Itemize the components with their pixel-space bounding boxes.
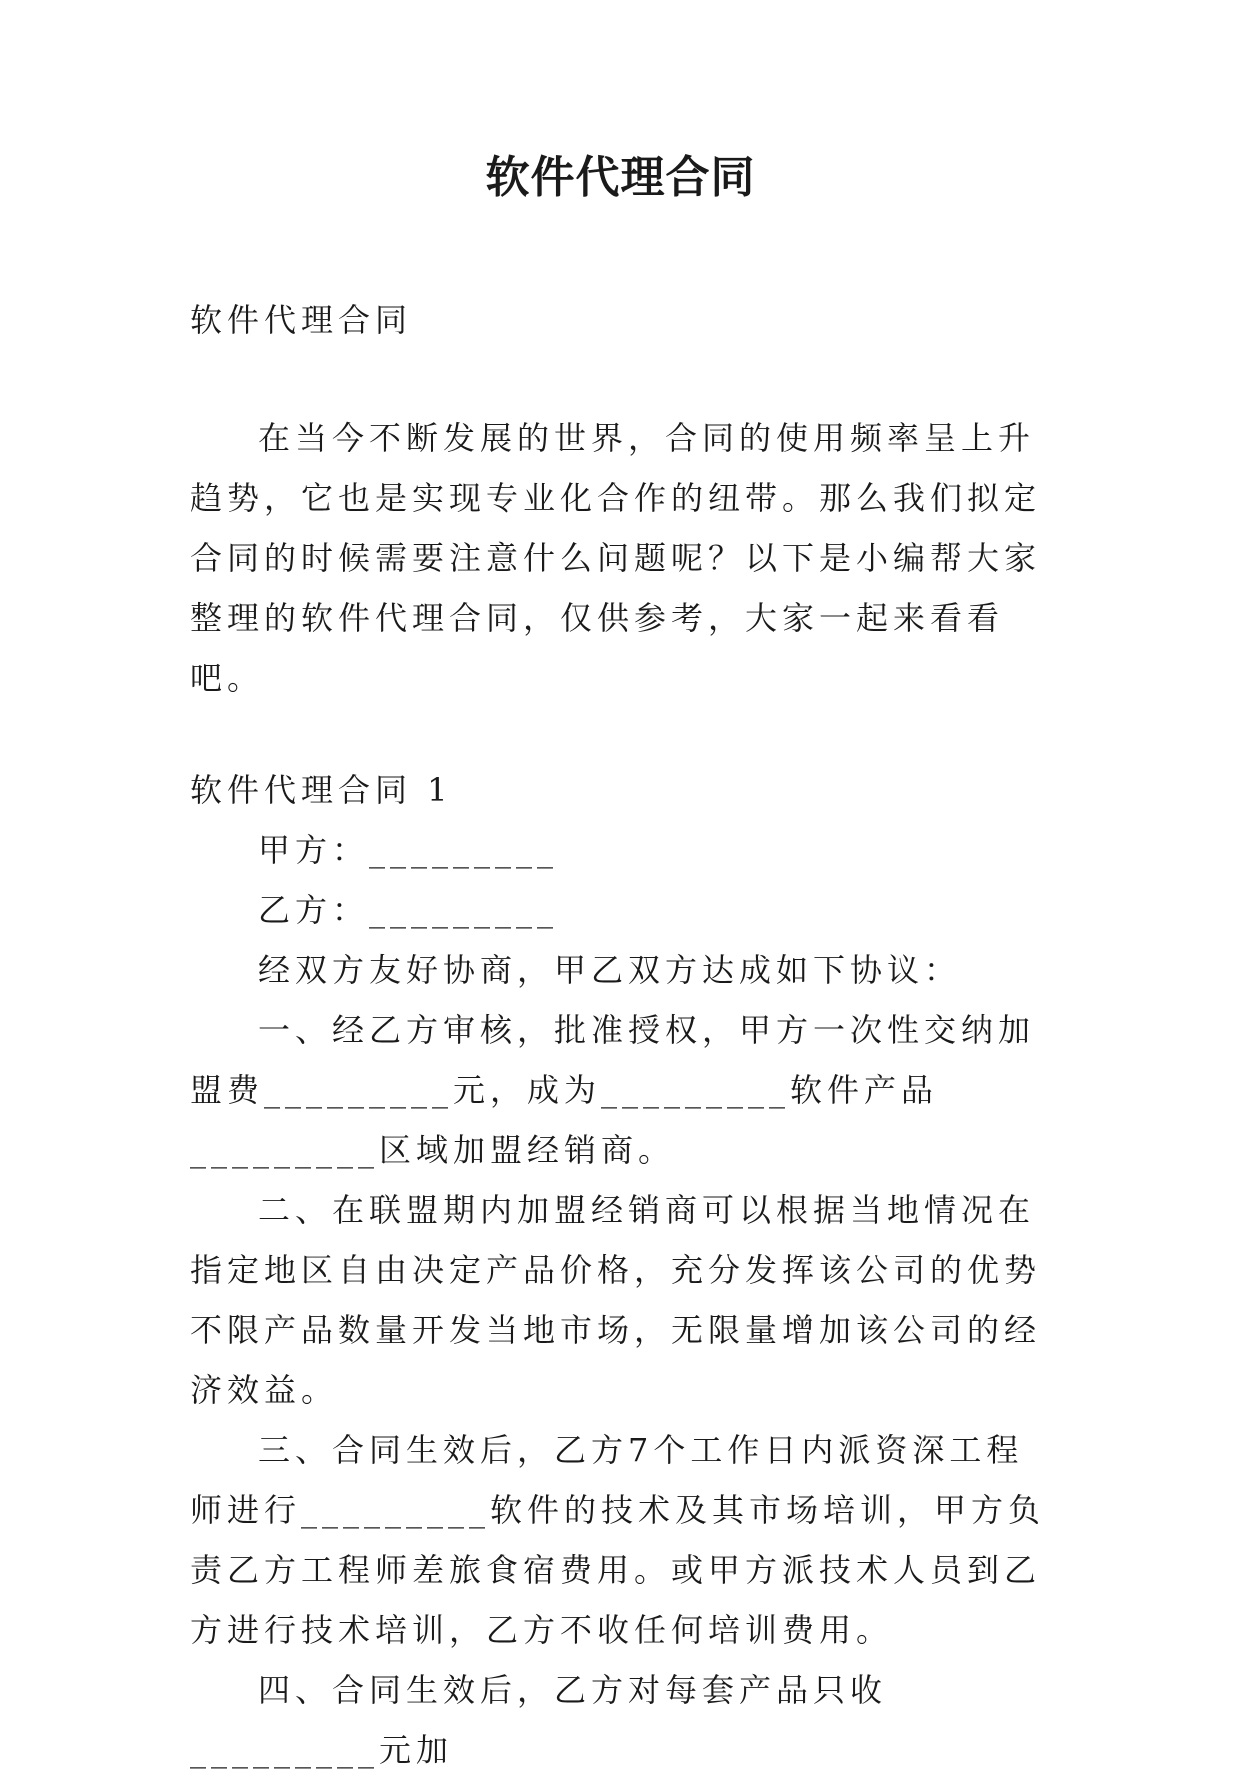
section-heading: 软件代理合同 1 (190, 771, 453, 809)
party-b-line: 乙方：_________ (258, 891, 559, 929)
intro-paragraph: 在当今不断发展的世界，合同的使用频率呈上升趋势，它也是实现专业化合作的纽带。那么我们拟定合同的时候需要注意什么问题呢？以下是小编帮大家整理的软件代理合同，仅供参考，大家一起来看看吧。 (190, 419, 1042, 697)
clause-3: 三、合同生效后，乙方7个工作日内派资深工程师进行_________软件的技术及其市场培训，甲方负责乙方工程师差旅食宿费用。或甲方派技术人员到乙方进行技术培训，乙方不收任何培训费用。 (190, 1431, 1046, 1649)
document-body (190, 290, 1050, 1780)
agreement-intro: 经双方友好协商，甲乙双方达成如下协议： (258, 951, 962, 989)
party-a-line: 甲方：_________ (258, 831, 559, 869)
document-title: 软件代理合同 (485, 152, 756, 203)
clause-1: 一、经乙方审核，批准授权，甲方一次性交纳加盟费_________元，成为_________软件产品_________区域加盟经销商。 (190, 1011, 1036, 1169)
document-subtitle: 软件代理合同 (190, 301, 413, 339)
clause-4: 四、合同生效后，乙方对每套产品只收_________元加 (190, 1671, 888, 1769)
clause-2: 二、在联盟期内加盟经销商可以根据当地情况在指定地区自由决定产品价格，充分发挥该公司的优势不限产品数量开发当地市场，无限量增加该公司的经济效益。 (190, 1191, 1042, 1409)
